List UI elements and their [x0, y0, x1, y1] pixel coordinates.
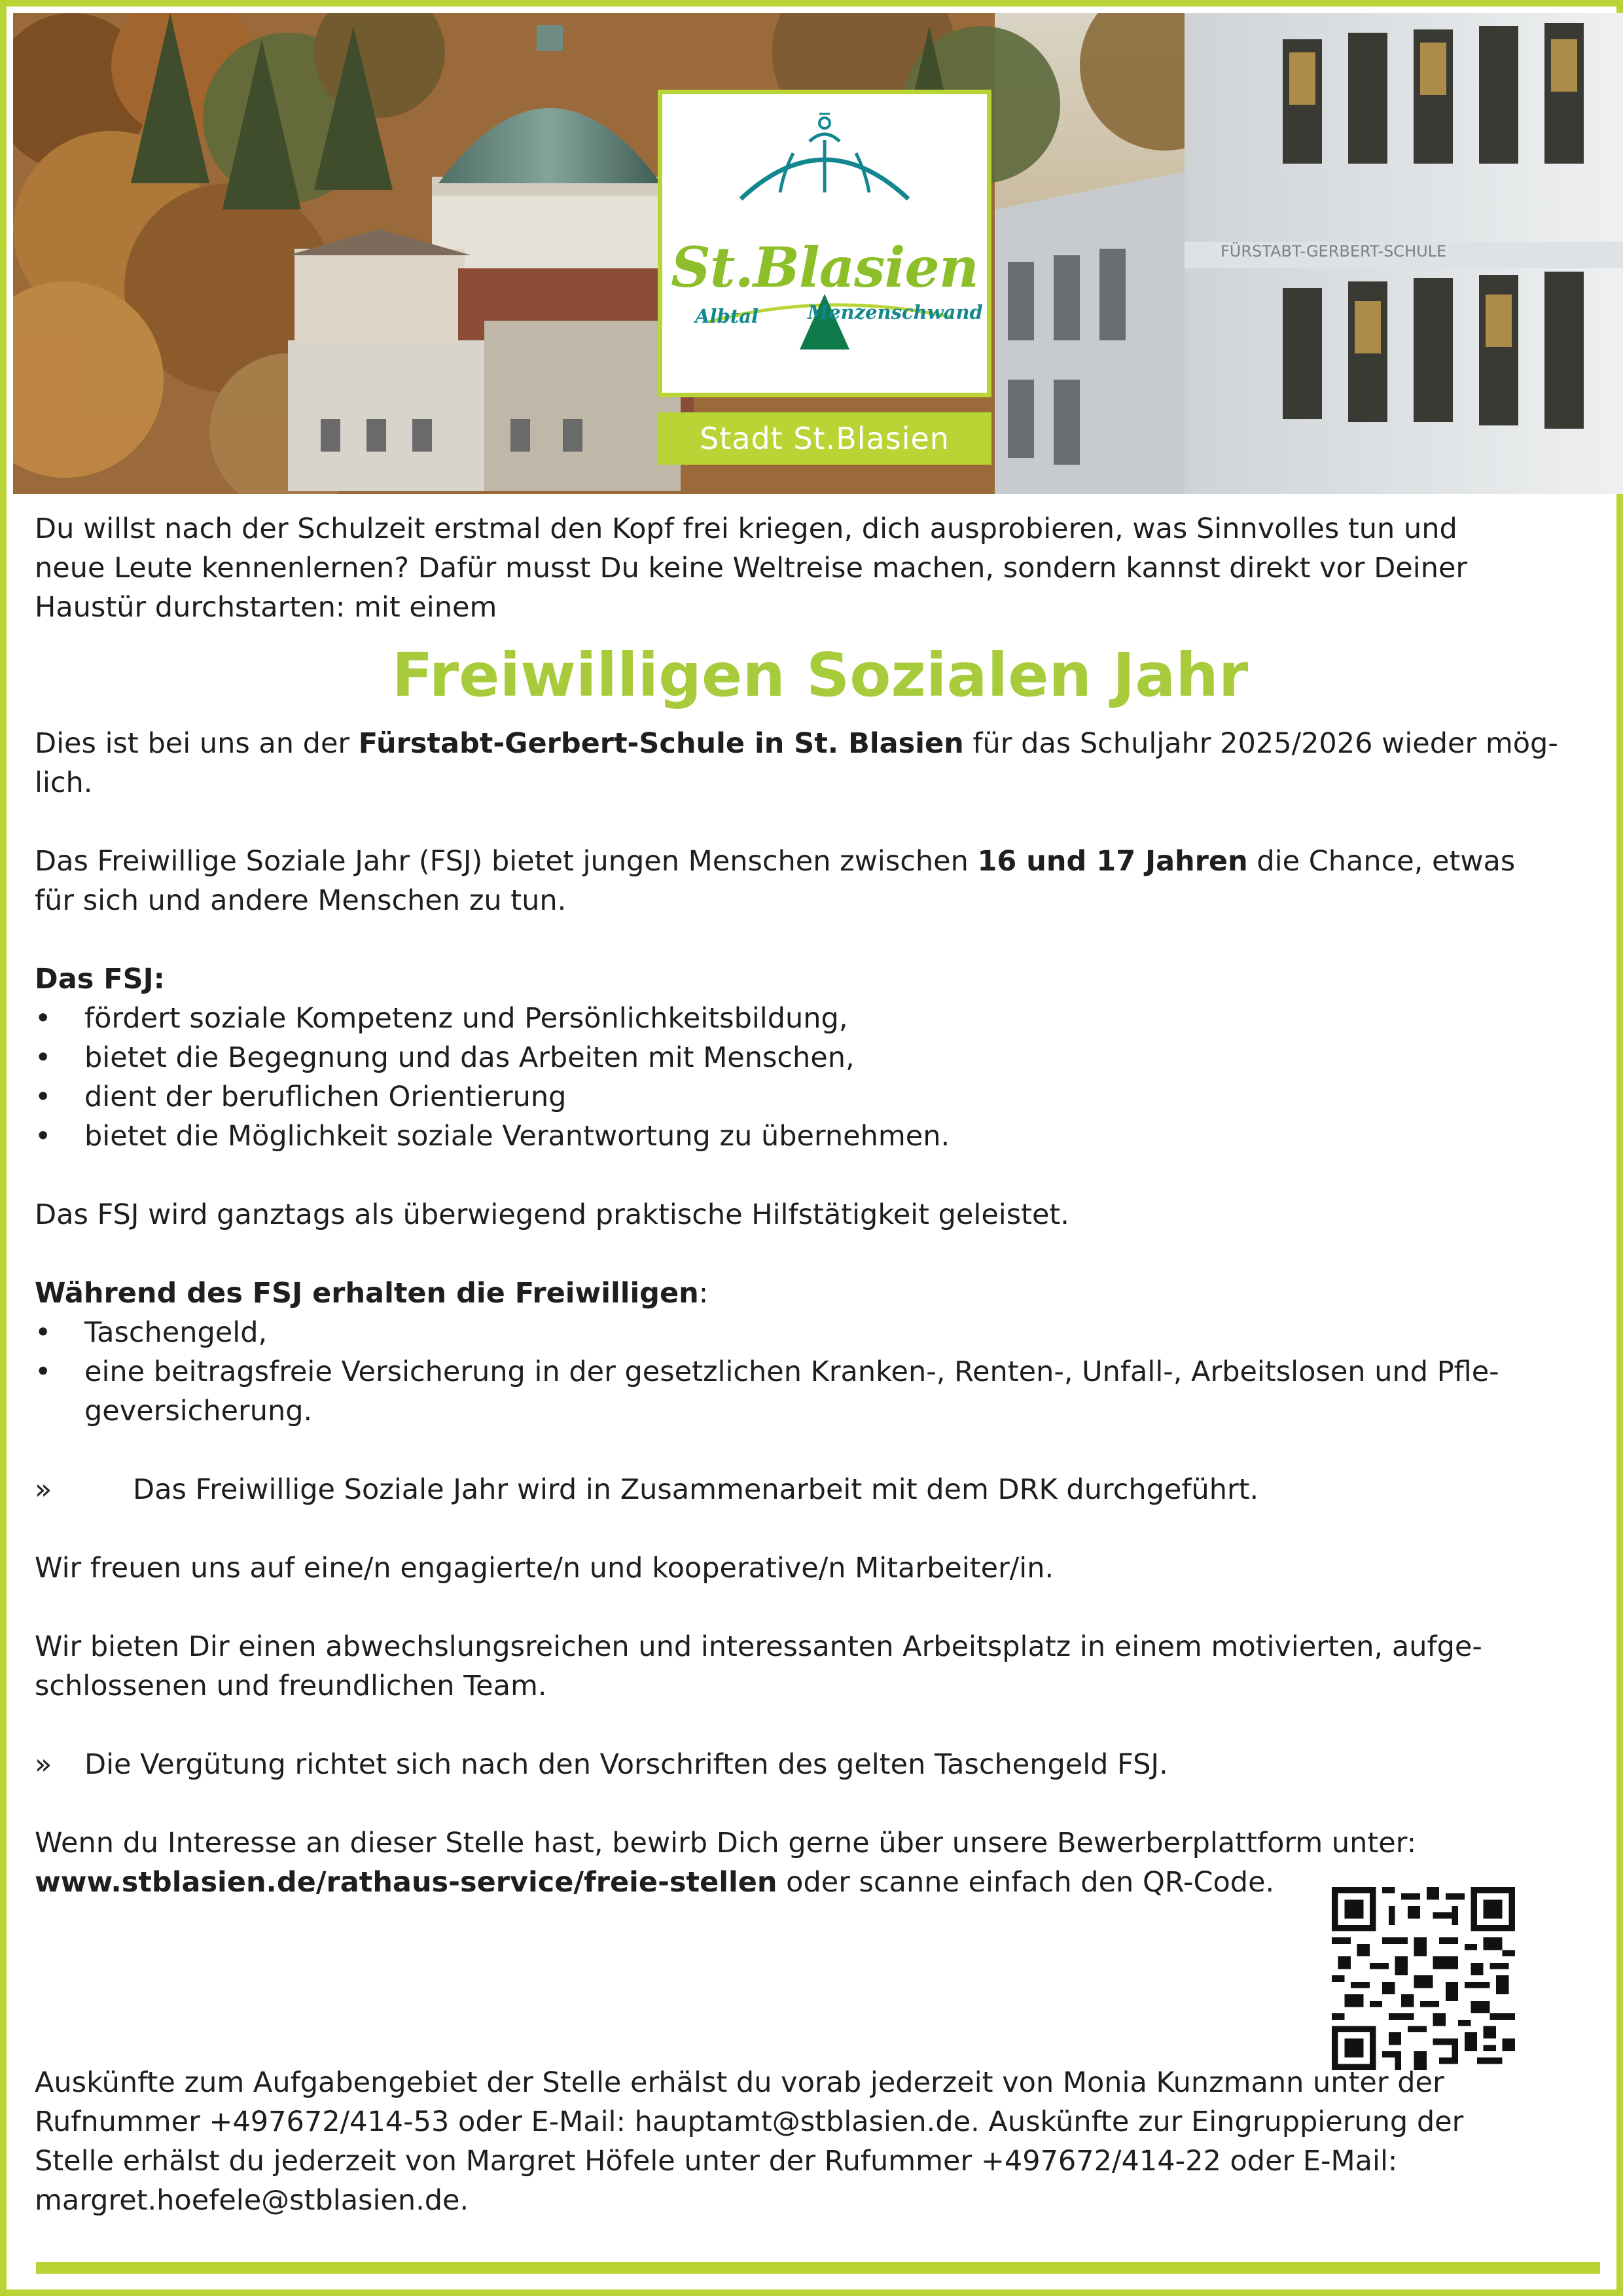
- qr-code[interactable]: [1332, 1887, 1515, 2070]
- offer-line-2: schlossenen und freundlichen Team.: [35, 1670, 547, 1702]
- school-text-post: für das Schuljahr 2025/2026 wieder mög-: [963, 727, 1558, 760]
- fsj-list-heading: Das FSJ:: [35, 963, 165, 996]
- contact-line-3: Stelle erhälst du jederzeit von Margret Höfele unter der Rufummer +497672/414-22 oder E-Mail:: [35, 2145, 1398, 2178]
- drk-text: Das Freiwillige Soziale Jahr wird in Zusammenarbeit mit dem DRK durchgeführt.: [133, 1473, 1259, 1506]
- benefits-heading: [35, 1274, 1605, 1313]
- bottom-divider: [36, 2262, 1600, 2274]
- fsj-info-paragraph: [35, 842, 1605, 881]
- contact-block: [35, 2063, 1605, 2220]
- list-item: • dient der beruflichen Orientierung: [35, 1077, 1605, 1117]
- insurance-line-2: geversicherung.: [84, 1395, 313, 1427]
- intro-line-1: Du willst nach der Schulzeit erstmal den Kopf frei kriegen, dich ausprobieren, was Sinnvolles tun und: [35, 512, 1457, 545]
- stadt-label-bar: Stadt St.Blasien: [658, 412, 991, 465]
- contact-line-1: Auskünfte zum Aufgabengebiet der Stelle erhälst du vorab jederzeit von Monia Kunzmann unter der: [35, 2066, 1444, 2099]
- fsj-info-post: die Chance, etwas: [1247, 845, 1516, 878]
- job-portal-link[interactable]: www.stblasien.de/rathaus-service/freie-stellen: [35, 1866, 777, 1899]
- list-item: • Taschengeld,: [35, 1313, 1605, 1352]
- list-item: [35, 1352, 1605, 1431]
- list-item: • bietet die Begegnung und das Arbeiten mit Menschen,: [35, 1038, 1605, 1077]
- welcome-text: Wir freuen uns auf eine/n engagierte/n und kooperative/n Mitarbeiter/in.: [35, 1552, 1054, 1585]
- offer-line-1: Wir bieten Dir einen abwechslungsreichen und interessanten Arbeitsplatz in einem motivierten, aufge-: [35, 1630, 1482, 1663]
- school-text-pre: Dies ist bei uns an der: [35, 727, 359, 760]
- ad-body: [35, 509, 1605, 1902]
- intro-line-3: Haustür durchstarten: mit einem: [35, 591, 497, 624]
- building-sign: FÜRSTABT-GERBERT-SCHULE: [1221, 242, 1447, 260]
- drk-note: [35, 1470, 1605, 1509]
- page-title: Freiwilligen Sozialen Jahr: [391, 640, 1249, 710]
- school-line-2: lich.: [35, 766, 93, 799]
- contact-line-4: margret.hoefele@stblasien.de.: [35, 2184, 469, 2217]
- apply-line-1: Wenn du Interesse an dieser Stelle hast, bewirb Dich gerne über unsere Bewerberplattform unter:: [35, 1827, 1417, 1859]
- chevron-marker-icon: »: [35, 1473, 52, 1506]
- fsj-benefits-list: [35, 999, 1605, 1156]
- pay-text: Die Vergütung richtet sich nach den Vorschriften des gelten Taschengeld FSJ.: [84, 1748, 1168, 1781]
- school-name: Fürstabt-Gerbert-Schule in St. Blasien: [358, 727, 964, 760]
- chevron-marker-icon: »: [35, 1748, 52, 1781]
- fsj-age-range: 16 und 17 Jahren: [977, 845, 1248, 878]
- header-photo: [13, 13, 1623, 494]
- benefits-heading-colon: :: [698, 1277, 709, 1310]
- fsj-info-pre: Das Freiwillige Soziale Jahr (FSJ) bietet jungen Menschen zwischen: [35, 845, 978, 878]
- apply-qr-hint: oder scanne einfach den QR-Code.: [777, 1866, 1275, 1899]
- logo-title: St.Blasien: [671, 235, 978, 300]
- volunteer-benefits-list: [35, 1313, 1605, 1431]
- st-blasien-logo: [658, 90, 991, 397]
- fulltime-text: Das FSJ wird ganztags als überwiegend praktische Hilfstätigkeit geleistet.: [35, 1198, 1069, 1231]
- logo-subtitle-menzenschwand: Menzenschwand: [808, 301, 983, 323]
- list-item: • fördert soziale Kompetenz und Persönlichkeitsbildung,: [35, 999, 1605, 1038]
- intro-line-2: neue Leute kennenlernen? Dafür musst Du keine Weltreise machen, sondern kannst direkt vor Deiner: [35, 552, 1468, 584]
- pay-note: [35, 1745, 1605, 1784]
- fsj-info-line-2: für sich und andere Menschen zu tun.: [35, 884, 567, 917]
- school-paragraph: [35, 724, 1605, 763]
- insurance-line-1: eine beitragsfreie Versicherung in der gesetzlichen Kranken-, Renten-, Unfall-, Arbeitslosen und Pfle-: [84, 1355, 1499, 1388]
- contact-line-2: Rufnummer +497672/414-53 oder E-Mail: hauptamt@stblasien.de. Auskünfte zur Eingruppierung der: [35, 2106, 1464, 2138]
- list-item: • bietet die Möglichkeit soziale Verantwortung zu übernehmen.: [35, 1117, 1605, 1156]
- benefits-heading-text: Während des FSJ erhalten die Freiwilligen: [35, 1277, 699, 1310]
- logo-subtitle-albtal: Albtal: [695, 305, 758, 327]
